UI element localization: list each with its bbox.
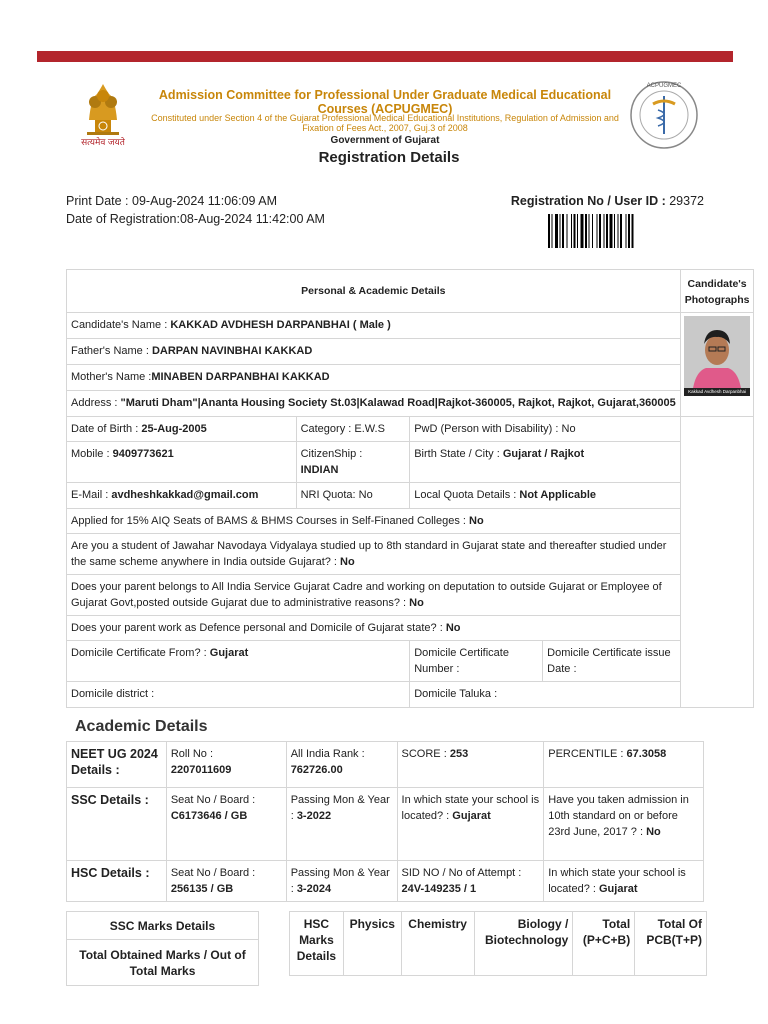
barcode-bar xyxy=(632,214,634,248)
neet-roll-cell: Roll No : 2207011609 xyxy=(166,742,286,788)
barcode-bar xyxy=(620,214,622,248)
ssc-marks-header: SSC Marks Details xyxy=(67,912,259,940)
barcode-bar xyxy=(567,214,568,248)
defence-row: Does your parent work as Defence personal and Domicile of Gujarat state? : No xyxy=(67,616,681,641)
barcode-bar xyxy=(562,214,564,248)
mobile-cell: Mobile : 9409773621 xyxy=(67,442,297,483)
barcode-bar xyxy=(610,214,613,248)
dob-cell: Date of Birth : 25-Aug-2005 xyxy=(67,417,297,442)
academic-details-title: Academic Details xyxy=(75,718,208,735)
citizenship-cell: CitizenShip : INDIAN xyxy=(296,442,410,483)
ssc-total-marks-label: Total Obtained Marks / Out of Total Marks xyxy=(67,940,259,986)
hsc-sid-cell: SID NO / No of Attempt : 24V-149235 / 1 xyxy=(397,861,544,902)
seal-text: ACPUGMEC xyxy=(646,83,682,89)
barcode-icon xyxy=(548,214,668,248)
registration-number xyxy=(511,194,704,208)
photo-cell xyxy=(680,313,754,417)
ssc-state-cell: In which state your school is located? : Gujarat xyxy=(397,788,544,861)
barcode-bar xyxy=(626,214,627,248)
neet-percentile-cell: PERCENTILE : 67.3058 xyxy=(544,742,704,788)
photo-header: Candidate's Photographs xyxy=(680,270,754,313)
aiq-row: Applied for 15% AIQ Seats of BAMS & BHMS Courses in Self-Finaned Colleges : No xyxy=(67,509,681,534)
government-label: Government of Gujarat xyxy=(330,135,440,146)
barcode-bar xyxy=(574,214,576,248)
hsc-marks-col-chemistry: Chemistry xyxy=(401,912,474,976)
registration-number-label: Registration No / User ID : xyxy=(510,194,666,208)
candidate-name-row: Candidate's Name : KAKKAD AVDHESH DARPANBHAI ( Male ) xyxy=(67,313,681,339)
photo-caption: Kakkad Avdhesh Darpanbhai xyxy=(688,389,747,394)
personal-section-header: Personal & Academic Details xyxy=(67,270,681,313)
document-header xyxy=(75,80,705,155)
candidate-name-value: KAKKAD AVDHESH DARPANBHAI ( Male ) xyxy=(170,319,391,331)
barcode-bar xyxy=(552,214,553,248)
domicile-district-cell: Domicile district : xyxy=(67,682,410,708)
barcode-bar xyxy=(577,214,578,248)
registration-date: Date of Registration:08-Aug-2024 11:42:00 AM xyxy=(66,212,325,226)
barcode-bar xyxy=(555,214,558,248)
local-quota-cell: Local Quota Details : Not Applicable xyxy=(410,483,681,509)
jnv-row: Are you a student of Jawahar Navodaya Vidyalaya studied up to 8th standard in Gujarat state and thereafter studied under the same scheme anywhere in India outside Gujarat? : No xyxy=(67,534,681,575)
barcode-bar xyxy=(604,214,605,248)
ssc-marks-table xyxy=(66,911,259,986)
hsc-marks-col-total-of-pcb: Total Of PCB(T+P) xyxy=(635,912,707,976)
category-cell: Category : E.W.S xyxy=(296,417,410,442)
hsc-marks-col-biology: Biology / Biotechnology xyxy=(474,912,573,976)
ssc-admission-cell: Have you taken admission in 10th standard on or before 23rd June, 2017 ? : No xyxy=(544,788,704,861)
hsc-marks-col-0: HSC Marks Details xyxy=(290,912,344,976)
ssc-label: SSC Details : xyxy=(67,788,167,861)
barcode-bar xyxy=(560,214,561,248)
barcode-bar xyxy=(618,214,619,248)
barcode-bar xyxy=(548,214,550,248)
mother-name-row: Mother's Name :MINABEN DARPANBHAI KAKKAD xyxy=(67,365,681,391)
hsc-passing-cell: Passing Mon & Year : 3-2024 xyxy=(286,861,397,902)
hsc-marks-col-physics: Physics xyxy=(343,912,401,976)
address-row: Address : "Maruti Dham"|Ananta Housing Society St.03|Kalawad Road|Rajkot-360005, Rajkot, Rajkot, Gujarat,360005 xyxy=(67,391,681,417)
acpugmec-seal-icon xyxy=(629,80,699,150)
ssc-passing-cell: Passing Mon & Year : 3-2022 xyxy=(286,788,397,861)
father-name-row: Father's Name : DARPAN NAVINBHAI KAKKAD xyxy=(67,339,681,365)
domicile-from-cell: Domicile Certificate From? : Gujarat xyxy=(67,641,410,682)
barcode-bar xyxy=(597,214,598,248)
page-title: Registration Details xyxy=(318,149,460,166)
photo-column-spacer xyxy=(680,417,754,708)
top-accent-bar xyxy=(37,51,733,62)
hsc-label: HSC Details : xyxy=(67,861,167,902)
barcode-bar xyxy=(628,214,630,248)
hsc-seat-cell: Seat No / Board : 256135 / GB xyxy=(166,861,286,902)
registration-number-value: 29372 xyxy=(669,194,704,208)
barcode-bar xyxy=(581,214,584,248)
email-cell: E-Mail : avdheshkakkad@gmail.com xyxy=(67,483,297,509)
neet-rank-cell: All India Rank : 762726.00 xyxy=(286,742,397,788)
committee-title: Admission Committee for Professional Under Graduate Medical Educational Courses (ACPUGMEC) xyxy=(158,88,612,116)
barcode-bar xyxy=(614,214,615,248)
barcode-bar xyxy=(589,214,590,248)
print-date: Print Date : 09-Aug-2024 11:06:09 AM xyxy=(66,194,278,208)
barcode-bar xyxy=(606,214,608,248)
hsc-marks-col-total-pcb: Total (P+C+B) xyxy=(573,912,635,976)
national-emblem-icon xyxy=(77,80,129,150)
domicile-number-cell: Domicile Certificate Number : xyxy=(410,641,543,682)
emblem-motto: सत्यमेव जयते xyxy=(81,137,125,147)
ssc-seat-cell: Seat No / Board : C6173646 / GB xyxy=(166,788,286,861)
personal-details-table xyxy=(66,269,754,708)
hsc-state-cell: In which state your school is located? : Gujarat xyxy=(544,861,704,902)
neet-label: NEET UG 2024 Details : xyxy=(67,742,167,788)
parent-ais-row: Does your parent belongs to All India Service Gujarat Cadre and working on deputation to outside Gujarat or Employee of Gujarat Govt,posted outside Gujarat due to administrative reasons? : No xyxy=(67,575,681,616)
neet-score-cell: SCORE : 253 xyxy=(397,742,544,788)
barcode-bar xyxy=(571,214,572,248)
barcode-bar xyxy=(592,214,593,248)
barcode-bar xyxy=(599,214,601,248)
pwd-cell: PwD (Person with Disability) : No xyxy=(410,417,681,442)
barcode-bar xyxy=(585,214,587,248)
domicile-taluka-cell: Domicile Taluka : xyxy=(410,682,681,708)
birth-state-cell: Birth State / City : Gujarat / Rajkot xyxy=(410,442,681,483)
academic-details-table xyxy=(66,741,704,902)
nri-cell: NRI Quota: No xyxy=(296,483,410,509)
committee-subtitle: Constituted under Section 4 of the Gujarat Professional Medical Educational Institutions, Regulation of Admission and Fixation of Fees Act., 2007, Guj.3 of 2008 xyxy=(151,113,619,133)
candidate-photo xyxy=(684,316,750,396)
domicile-issue-cell: Domicile Certificate issue Date : xyxy=(543,641,681,682)
hsc-marks-table xyxy=(289,911,707,976)
